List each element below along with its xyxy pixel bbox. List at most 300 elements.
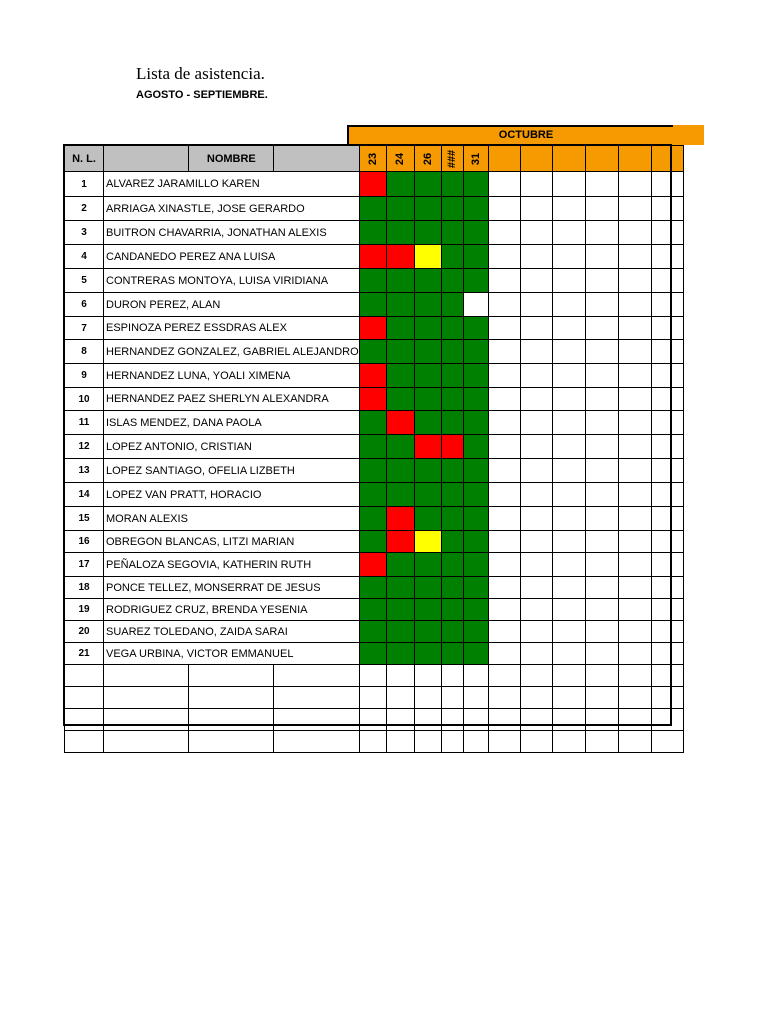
attendance-cell-empty[interactable] (585, 411, 618, 435)
attendance-cell-empty[interactable] (585, 317, 618, 340)
attendance-cell[interactable] (463, 577, 488, 599)
attendance-cell-empty[interactable] (618, 459, 651, 483)
attendance-cell-empty[interactable] (585, 531, 618, 553)
attendance-cell-empty[interactable] (585, 388, 618, 411)
attendance-cell[interactable] (463, 317, 488, 340)
attendance-cell-empty[interactable] (585, 577, 618, 599)
attendance-cell-empty[interactable] (488, 388, 520, 411)
attendance-cell[interactable] (463, 531, 488, 553)
attendance-cell-empty[interactable] (618, 340, 651, 364)
attendance-cell-empty[interactable] (618, 687, 651, 709)
attendance-cell-empty[interactable] (651, 483, 683, 507)
attendance-cell-empty[interactable] (585, 599, 618, 621)
attendance-cell[interactable] (441, 411, 463, 435)
attendance-cell-empty[interactable] (585, 221, 618, 245)
attendance-cell-empty[interactable] (651, 411, 683, 435)
attendance-cell-empty[interactable] (618, 293, 651, 317)
row-number: 9 (65, 364, 104, 388)
date-label: 31 (469, 152, 482, 165)
attendance-cell-empty[interactable] (520, 293, 552, 317)
attendance-cell[interactable] (441, 197, 463, 221)
attendance-cell[interactable] (463, 483, 488, 507)
attendance-cell[interactable] (359, 507, 386, 531)
attendance-cell[interactable] (441, 245, 463, 269)
attendance-cell[interactable] (359, 599, 386, 621)
attendance-cell-empty[interactable] (552, 709, 585, 731)
attendance-cell[interactable] (414, 621, 441, 643)
empty-cell (274, 709, 359, 731)
attendance-cell[interactable] (414, 435, 441, 459)
attendance-cell[interactable] (359, 197, 386, 221)
attendance-cell[interactable] (386, 577, 414, 599)
table-row (65, 221, 684, 245)
attendance-cell[interactable] (463, 599, 488, 621)
attendance-cell[interactable] (386, 599, 414, 621)
attendance-cell-empty[interactable] (552, 665, 585, 687)
attendance-cell-empty[interactable] (463, 687, 488, 709)
attendance-cell[interactable] (414, 245, 441, 269)
attendance-cell-empty[interactable] (585, 293, 618, 317)
attendance-cell-empty[interactable] (651, 293, 683, 317)
attendance-cell-empty[interactable] (552, 388, 585, 411)
attendance-cell[interactable] (386, 245, 414, 269)
attendance-cell[interactable] (463, 293, 488, 317)
attendance-cell-empty[interactable] (520, 269, 552, 293)
attendance-cell-empty[interactable] (585, 364, 618, 388)
student-name: ARRIAGA XINASTLE, JOSE GERARDO (106, 202, 305, 215)
attendance-cell-empty[interactable] (585, 340, 618, 364)
student-name: SUAREZ TOLEDANO, ZAIDA SARAI (106, 625, 288, 638)
attendance-cell[interactable] (414, 459, 441, 483)
attendance-cell-empty[interactable] (552, 197, 585, 221)
attendance-cell[interactable] (463, 364, 488, 388)
attendance-cell[interactable] (359, 364, 386, 388)
attendance-cell-empty[interactable] (488, 364, 520, 388)
attendance-cell[interactable] (463, 621, 488, 643)
attendance-cell-empty[interactable] (618, 643, 651, 665)
attendance-cell[interactable] (463, 172, 488, 197)
attendance-cell-empty[interactable] (585, 483, 618, 507)
attendance-cell-empty[interactable] (651, 643, 683, 665)
attendance-cell-empty[interactable] (386, 665, 414, 687)
attendance-cell[interactable] (414, 269, 441, 293)
attendance-cell[interactable] (463, 553, 488, 577)
attendance-cell-empty[interactable] (414, 665, 441, 687)
attendance-cell[interactable] (359, 172, 386, 197)
attendance-cell-empty[interactable] (651, 621, 683, 643)
empty-cell (274, 665, 359, 687)
attendance-cell-empty[interactable] (618, 245, 651, 269)
attendance-cell-empty[interactable] (618, 621, 651, 643)
attendance-cell[interactable] (359, 435, 386, 459)
row-number: 10 (65, 388, 104, 411)
attendance-cell[interactable] (441, 459, 463, 483)
attendance-cell[interactable] (386, 388, 414, 411)
attendance-cell-empty[interactable] (651, 388, 683, 411)
attendance-cell[interactable] (441, 507, 463, 531)
attendance-cell[interactable] (441, 553, 463, 577)
attendance-cell-empty[interactable] (386, 731, 414, 753)
attendance-cell[interactable] (414, 364, 441, 388)
attendance-cell-empty[interactable] (386, 709, 414, 731)
attendance-cell-empty[interactable] (585, 621, 618, 643)
attendance-cell-empty[interactable] (618, 269, 651, 293)
attendance-cell-empty[interactable] (618, 731, 651, 753)
attendance-cell-empty[interactable] (651, 507, 683, 531)
attendance-cell-empty[interactable] (552, 507, 585, 531)
attendance-cell[interactable] (414, 197, 441, 221)
attendance-cell-empty[interactable] (552, 531, 585, 553)
attendance-cell[interactable] (441, 531, 463, 553)
attendance-cell-empty[interactable] (618, 483, 651, 507)
attendance-cell-empty[interactable] (552, 317, 585, 340)
attendance-cell[interactable] (386, 435, 414, 459)
attendance-cell[interactable] (386, 293, 414, 317)
attendance-cell[interactable] (359, 340, 386, 364)
attendance-cell-empty[interactable] (651, 221, 683, 245)
attendance-cell-empty[interactable] (552, 221, 585, 245)
date-header-empty (520, 146, 552, 172)
attendance-cell[interactable] (463, 221, 488, 245)
attendance-cell[interactable] (359, 245, 386, 269)
attendance-cell-empty[interactable] (585, 459, 618, 483)
attendance-cell[interactable] (414, 411, 441, 435)
attendance-cell-empty[interactable] (618, 507, 651, 531)
attendance-cell-empty[interactable] (651, 317, 683, 340)
attendance-cell-empty[interactable] (488, 599, 520, 621)
attendance-cell-empty[interactable] (585, 245, 618, 269)
attendance-cell-empty[interactable] (463, 731, 488, 753)
attendance-cell[interactable] (463, 643, 488, 665)
attendance-cell-empty[interactable] (552, 364, 585, 388)
attendance-cell-empty[interactable] (488, 507, 520, 531)
attendance-cell-empty[interactable] (552, 577, 585, 599)
attendance-cell-empty[interactable] (651, 553, 683, 577)
attendance-cell-empty[interactable] (520, 621, 552, 643)
attendance-cell-empty[interactable] (618, 411, 651, 435)
attendance-cell-empty[interactable] (552, 293, 585, 317)
attendance-cell-empty[interactable] (520, 172, 552, 197)
attendance-cell-empty[interactable] (552, 621, 585, 643)
attendance-cell-empty[interactable] (651, 435, 683, 459)
attendance-cell[interactable] (386, 553, 414, 577)
attendance-cell-empty[interactable] (618, 709, 651, 731)
attendance-cell-empty[interactable] (618, 197, 651, 221)
attendance-cell-empty[interactable] (488, 577, 520, 599)
attendance-cell-empty[interactable] (651, 364, 683, 388)
attendance-cell-empty[interactable] (463, 709, 488, 731)
attendance-cell[interactable] (463, 459, 488, 483)
attendance-cell[interactable] (441, 388, 463, 411)
attendance-cell-empty[interactable] (651, 531, 683, 553)
attendance-cell[interactable] (359, 577, 386, 599)
attendance-cell-empty[interactable] (488, 483, 520, 507)
attendance-cell-empty[interactable] (488, 411, 520, 435)
attendance-cell-empty[interactable] (488, 665, 520, 687)
attendance-cell-empty[interactable] (520, 577, 552, 599)
attendance-cell-empty[interactable] (441, 709, 463, 731)
attendance-cell[interactable] (441, 317, 463, 340)
attendance-cell[interactable] (359, 459, 386, 483)
attendance-cell-empty[interactable] (520, 507, 552, 531)
attendance-cell-empty[interactable] (488, 553, 520, 577)
attendance-cell-empty[interactable] (488, 459, 520, 483)
attendance-cell-empty[interactable] (488, 531, 520, 553)
attendance-cell[interactable] (463, 197, 488, 221)
attendance-cell-empty[interactable] (585, 435, 618, 459)
attendance-cell-empty[interactable] (488, 221, 520, 245)
attendance-cell-empty[interactable] (585, 269, 618, 293)
table-row (65, 531, 684, 553)
attendance-cell-empty[interactable] (359, 665, 386, 687)
attendance-cell[interactable] (441, 435, 463, 459)
attendance-cell[interactable] (386, 411, 414, 435)
attendance-cell-empty[interactable] (488, 731, 520, 753)
attendance-cell-empty[interactable] (414, 731, 441, 753)
attendance-cell-empty[interactable] (552, 411, 585, 435)
attendance-cell-empty[interactable] (520, 388, 552, 411)
attendance-cell-empty[interactable] (520, 245, 552, 269)
attendance-cell-empty[interactable] (359, 709, 386, 731)
attendance-cell-empty[interactable] (520, 221, 552, 245)
attendance-cell-empty[interactable] (520, 435, 552, 459)
attendance-cell-empty[interactable] (520, 317, 552, 340)
attendance-cell-empty[interactable] (488, 269, 520, 293)
attendance-cell[interactable] (441, 483, 463, 507)
attendance-cell-empty[interactable] (585, 172, 618, 197)
attendance-cell-empty[interactable] (552, 340, 585, 364)
attendance-cell-empty[interactable] (520, 411, 552, 435)
attendance-cell[interactable] (414, 293, 441, 317)
attendance-cell[interactable] (441, 172, 463, 197)
attendance-cell-empty[interactable] (618, 435, 651, 459)
attendance-cell-empty[interactable] (520, 459, 552, 483)
attendance-cell-empty[interactable] (520, 665, 552, 687)
attendance-cell-empty[interactable] (585, 197, 618, 221)
attendance-cell[interactable] (441, 577, 463, 599)
attendance-cell[interactable] (386, 340, 414, 364)
column-header-spacer (274, 146, 359, 172)
attendance-cell[interactable] (414, 577, 441, 599)
attendance-cell[interactable] (386, 459, 414, 483)
attendance-cell-empty[interactable] (585, 553, 618, 577)
row-number: 6 (65, 293, 104, 317)
attendance-cell-empty[interactable] (520, 731, 552, 753)
attendance-cell[interactable] (441, 340, 463, 364)
row-number: 16 (65, 531, 104, 553)
attendance-cell[interactable] (414, 483, 441, 507)
attendance-cell[interactable] (441, 269, 463, 293)
attendance-cell-empty[interactable] (651, 687, 683, 709)
attendance-cell-empty[interactable] (585, 731, 618, 753)
attendance-cell[interactable] (441, 221, 463, 245)
attendance-cell-empty[interactable] (488, 197, 520, 221)
student-name: HERNANDEZ PAEZ SHERLYN ALEXANDRA (106, 393, 329, 405)
attendance-cell[interactable] (414, 553, 441, 577)
attendance-cell[interactable] (441, 293, 463, 317)
attendance-cell-empty[interactable] (585, 665, 618, 687)
attendance-cell[interactable] (359, 221, 386, 245)
attendance-cell[interactable] (386, 269, 414, 293)
attendance-cell-empty[interactable] (520, 599, 552, 621)
attendance-cell[interactable] (359, 411, 386, 435)
attendance-cell-empty[interactable] (488, 340, 520, 364)
attendance-cell-empty[interactable] (441, 687, 463, 709)
attendance-cell[interactable] (463, 388, 488, 411)
attendance-cell[interactable] (386, 197, 414, 221)
attendance-cell-empty[interactable] (552, 731, 585, 753)
attendance-cell-empty[interactable] (651, 459, 683, 483)
attendance-cell-empty[interactable] (488, 317, 520, 340)
student-name-cell (104, 340, 360, 364)
attendance-cell-empty[interactable] (359, 687, 386, 709)
attendance-cell-empty[interactable] (552, 483, 585, 507)
attendance-cell-empty[interactable] (414, 687, 441, 709)
month-border-left (347, 125, 349, 146)
attendance-cell-empty[interactable] (552, 435, 585, 459)
attendance-cell-empty[interactable] (618, 172, 651, 197)
attendance-cell[interactable] (414, 221, 441, 245)
attendance-cell[interactable] (386, 483, 414, 507)
attendance-cell[interactable] (359, 621, 386, 643)
date-header (463, 146, 488, 172)
attendance-cell-empty[interactable] (651, 731, 683, 753)
attendance-cell-empty[interactable] (618, 577, 651, 599)
attendance-cell-empty[interactable] (441, 665, 463, 687)
attendance-cell[interactable] (441, 364, 463, 388)
attendance-cell[interactable] (386, 364, 414, 388)
student-name-cell (104, 599, 360, 621)
attendance-cell[interactable] (359, 483, 386, 507)
attendance-cell[interactable] (359, 293, 386, 317)
attendance-cell[interactable] (414, 340, 441, 364)
attendance-cell-empty[interactable] (488, 643, 520, 665)
attendance-cell-empty[interactable] (552, 172, 585, 197)
attendance-cell-empty[interactable] (488, 245, 520, 269)
attendance-cell[interactable] (463, 245, 488, 269)
attendance-cell-empty[interactable] (552, 599, 585, 621)
attendance-cell-empty[interactable] (651, 269, 683, 293)
attendance-cell[interactable] (386, 643, 414, 665)
attendance-cell-empty[interactable] (618, 388, 651, 411)
attendance-cell-empty[interactable] (618, 553, 651, 577)
attendance-cell[interactable] (463, 507, 488, 531)
table-row (65, 553, 684, 577)
attendance-cell-empty[interactable] (386, 687, 414, 709)
attendance-cell[interactable] (386, 317, 414, 340)
attendance-cell-empty[interactable] (488, 621, 520, 643)
attendance-cell-empty[interactable] (414, 709, 441, 731)
attendance-cell-empty[interactable] (520, 643, 552, 665)
attendance-cell-empty[interactable] (585, 687, 618, 709)
attendance-cell-empty[interactable] (520, 531, 552, 553)
attendance-cell-empty[interactable] (520, 483, 552, 507)
attendance-cell-empty[interactable] (488, 293, 520, 317)
attendance-cell[interactable] (414, 531, 441, 553)
attendance-cell[interactable] (441, 621, 463, 643)
attendance-cell-empty[interactable] (618, 531, 651, 553)
attendance-cell-empty[interactable] (618, 221, 651, 245)
attendance-cell-empty[interactable] (463, 665, 488, 687)
attendance-cell[interactable] (463, 435, 488, 459)
attendance-cell[interactable] (463, 269, 488, 293)
student-name-cell (104, 245, 360, 269)
attendance-cell[interactable] (386, 531, 414, 553)
date-header-empty (585, 146, 618, 172)
attendance-cell-empty[interactable] (520, 340, 552, 364)
attendance-cell[interactable] (414, 507, 441, 531)
attendance-cell[interactable] (359, 553, 386, 577)
attendance-cell-empty[interactable] (552, 269, 585, 293)
attendance-cell[interactable] (386, 172, 414, 197)
attendance-cell-empty[interactable] (488, 687, 520, 709)
attendance-cell[interactable] (441, 599, 463, 621)
date-header (359, 146, 386, 172)
attendance-cell-empty[interactable] (488, 172, 520, 197)
attendance-cell-empty[interactable] (651, 577, 683, 599)
attendance-cell-empty[interactable] (359, 731, 386, 753)
attendance-cell-empty[interactable] (520, 709, 552, 731)
attendance-cell-empty[interactable] (651, 599, 683, 621)
attendance-cell[interactable] (359, 269, 386, 293)
attendance-cell-empty[interactable] (651, 197, 683, 221)
student-name-cell (104, 197, 360, 221)
attendance-cell-empty[interactable] (552, 459, 585, 483)
attendance-cell-empty[interactable] (618, 317, 651, 340)
attendance-cell[interactable] (414, 172, 441, 197)
attendance-cell-empty[interactable] (488, 709, 520, 731)
attendance-cell[interactable] (359, 388, 386, 411)
attendance-cell[interactable] (414, 388, 441, 411)
attendance-cell[interactable] (463, 340, 488, 364)
attendance-cell-empty[interactable] (585, 709, 618, 731)
attendance-cell-empty[interactable] (651, 340, 683, 364)
attendance-cell-empty[interactable] (520, 687, 552, 709)
empty-cell (65, 687, 104, 709)
student-name: BUITRON CHAVARRIA, JONATHAN ALEXIS (106, 226, 327, 239)
attendance-cell-empty[interactable] (651, 245, 683, 269)
attendance-cell-empty[interactable] (552, 553, 585, 577)
attendance-cell-empty[interactable] (520, 364, 552, 388)
attendance-cell[interactable] (463, 411, 488, 435)
attendance-cell-empty[interactable] (651, 665, 683, 687)
attendance-cell-empty[interactable] (651, 709, 683, 731)
attendance-cell[interactable] (414, 317, 441, 340)
attendance-cell[interactable] (359, 531, 386, 553)
attendance-cell-empty[interactable] (552, 245, 585, 269)
attendance-cell-empty[interactable] (488, 435, 520, 459)
attendance-cell-empty[interactable] (618, 599, 651, 621)
attendance-cell-empty[interactable] (441, 731, 463, 753)
attendance-cell-empty[interactable] (585, 507, 618, 531)
attendance-cell[interactable] (386, 221, 414, 245)
attendance-cell-empty[interactable] (552, 687, 585, 709)
attendance-cell[interactable] (386, 507, 414, 531)
attendance-cell[interactable] (441, 643, 463, 665)
attendance-cell-empty[interactable] (552, 643, 585, 665)
attendance-cell[interactable] (359, 317, 386, 340)
attendance-cell-empty[interactable] (618, 665, 651, 687)
attendance-cell[interactable] (414, 599, 441, 621)
attendance-cell[interactable] (414, 643, 441, 665)
attendance-cell[interactable] (386, 621, 414, 643)
attendance-cell[interactable] (359, 643, 386, 665)
attendance-cell-empty[interactable] (585, 643, 618, 665)
attendance-cell-empty[interactable] (651, 172, 683, 197)
attendance-cell-empty[interactable] (520, 197, 552, 221)
attendance-cell-empty[interactable] (520, 553, 552, 577)
attendance-cell-empty[interactable] (618, 364, 651, 388)
